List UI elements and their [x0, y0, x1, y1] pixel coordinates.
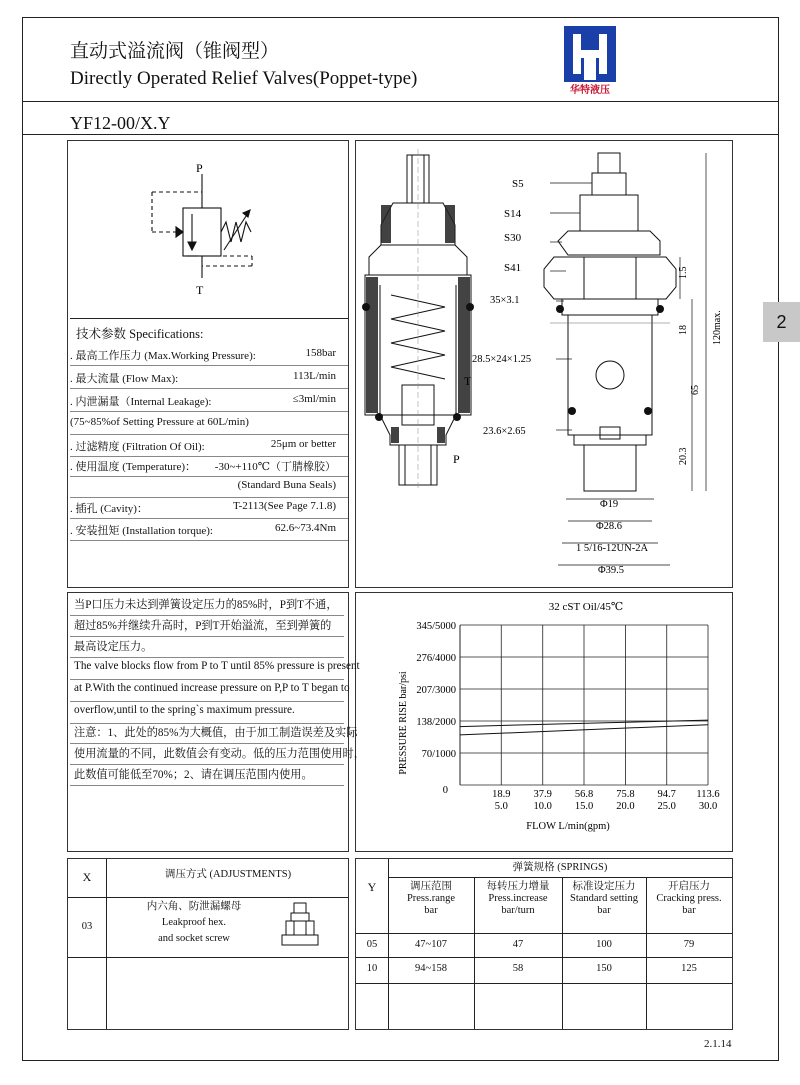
dim-18: 18	[678, 325, 689, 335]
spec-value: 113L/min	[293, 370, 336, 382]
valve-section-drawing	[355, 145, 480, 585]
dim-phi19: Φ19	[600, 499, 619, 510]
springs-heading: 弹簧规格 (SPRINGS)	[512, 862, 608, 873]
spring-cell: 94~158	[415, 963, 447, 974]
en_lines-line: The valve blocks flow from P to T until 85% pressure is present	[74, 660, 360, 672]
chart-x-tick-label-gpm: 5.0	[494, 801, 508, 812]
spring-cell: 58	[512, 963, 524, 974]
spec-value: 158bar	[305, 347, 336, 359]
spec-value: 25μm or better	[270, 438, 336, 450]
spec-row-divider	[70, 540, 348, 541]
chart-x-tick-label: 56.8	[574, 789, 594, 800]
dim-thread: 1 5/16-12UN-2A	[576, 543, 649, 554]
note_lines-line: 注意：1、此处的85%为大概值，由于加工制造误差及实际	[74, 727, 358, 739]
spring-col-header-line: 开启压力	[668, 881, 710, 892]
spring-col-header	[562, 881, 646, 917]
chart-x-tick-label-gpm: 30.0	[698, 801, 718, 812]
spring-row-code: 05	[366, 939, 378, 950]
dim-20-3: 20.3	[678, 447, 689, 465]
chart-x-tick-label: 113.6	[696, 789, 720, 800]
chart-y-tick-label: 70/1000	[421, 749, 456, 760]
section-port-p: P	[453, 452, 460, 466]
spec-row-divider	[70, 365, 348, 366]
adjust-heading: 调压方式 (ADJUSTMENTS)	[164, 869, 292, 880]
spring-cell: 125	[681, 963, 697, 974]
chart-x-tick-label: 94.7	[657, 789, 676, 800]
spring-row-code: 10	[366, 963, 378, 974]
spring-col-header	[474, 881, 562, 917]
chart-y-tick-label: 207/3000	[416, 685, 456, 696]
adjust-desc-line-3: and socket screw	[158, 933, 230, 945]
chart-y-tick-label: 0	[442, 785, 448, 796]
spring-cell: 79	[683, 939, 695, 950]
spring-col-header-line: bar/turn	[501, 905, 535, 917]
cn_lines-line: 超过85%并继续升高时，P到T开始溢流，至到弹簧的	[74, 620, 332, 632]
spring-col-header-line: Cracking press.	[656, 893, 722, 905]
pressure-flow-chart	[356, 593, 732, 851]
chart-y-tick-label: 276/4000	[416, 653, 456, 664]
note_lines-line: 使用流量的不同，此数值会有变动。低的压力范围使用时，	[74, 748, 365, 760]
spec-value: 62.6~73.4Nm	[275, 522, 336, 534]
spring-cell: 150	[596, 963, 612, 974]
dim-o-ring-35: 35×3.1	[490, 295, 520, 306]
dim-s41: S41	[504, 262, 522, 274]
symbol-port-t: T	[196, 283, 204, 297]
dim-backup-ring: 28.5×24×1.25	[472, 354, 532, 365]
chart-x-tick-label-gpm: 15.0	[574, 801, 594, 812]
dim-s14: S14	[504, 208, 522, 220]
spec-label: . 插孔 (Cavity)：	[70, 503, 148, 515]
title-english: Directly Operated Relief Valves(Poppet-type)	[70, 68, 418, 89]
spring-col-header-line: 每转压力增量	[486, 881, 550, 892]
spec-value: -30~+110℃（丁腈橡胶）	[214, 461, 336, 473]
chart-x-tick-label-gpm: 25.0	[657, 801, 676, 812]
specs-heading: 技术参数 Specifications:	[76, 327, 204, 341]
spec-label: . 安装扭矩 (Installation torque):	[70, 525, 213, 537]
dim-65: 65	[690, 385, 701, 395]
spring-col-header-line: 标准设定压力	[572, 881, 636, 892]
spring-col-header-line: Press.range	[406, 893, 456, 905]
model-divider	[22, 134, 779, 135]
chart-y-tick-label: 138/2000	[416, 717, 456, 728]
en_lines-line: at P.With the continued increase pressure on P,P to T began to	[74, 682, 350, 694]
dim-phi39-5: Φ39.5	[598, 565, 625, 576]
spec-row-divider	[70, 388, 348, 389]
logo-text: 华特液压	[570, 85, 610, 96]
dim-o-ring-236: 23.6×2.65	[483, 426, 526, 437]
chart-title: 32 cST Oil/45℃	[548, 601, 624, 613]
spring-col-header-line: 调压范围	[410, 881, 452, 892]
spring-col-header	[388, 881, 474, 917]
hydraulic-symbol	[140, 160, 270, 300]
socket-screw-icon	[280, 901, 320, 956]
adjust-desc-line-1: 内六角、防泄漏螺母	[146, 901, 242, 912]
spec-row-divider	[70, 476, 348, 477]
spec-label: . 使用温度 (Temperature)：	[70, 461, 196, 473]
springs-table	[355, 858, 733, 1030]
spec-label: . 最大流量 (Flow Max):	[70, 373, 179, 385]
title-chinese: 直动式溢流阀（锥阀型）	[70, 41, 280, 62]
chart-y-tick-label: 345/5000	[416, 621, 456, 632]
symbol-port-p: P	[196, 161, 203, 175]
dim-120max: 120max.	[712, 310, 723, 345]
spec-row-divider	[70, 518, 348, 519]
dim-1-5: 1.5	[678, 266, 689, 279]
spec-label: . 内泄漏量（Internal Leakage):	[70, 396, 212, 408]
dimension-drawing	[472, 145, 732, 585]
dim-s5: S5	[512, 178, 524, 190]
cn_lines-line: 最高设定压力。	[74, 641, 153, 653]
chart-x-tick-label: 75.8	[616, 789, 635, 800]
dim-phi28-6: Φ28.6	[596, 521, 623, 532]
springs-y-header: Y	[367, 880, 377, 894]
adjust-code: 03	[81, 921, 93, 932]
spec-row-divider	[70, 411, 348, 412]
cn_lines-line: 当P口压力未达到弹簧设定压力的85%时，P到T不通，	[74, 599, 338, 611]
description-block	[70, 594, 365, 844]
spec-row-divider	[70, 497, 348, 498]
chart-x-tick-label-gpm: 20.0	[616, 801, 635, 812]
spring-cell: 47	[512, 939, 524, 950]
chart-x-axis-label: FLOW L/min(gpm)	[526, 821, 610, 832]
spring-col-header	[646, 881, 732, 917]
dim-s30: S30	[504, 232, 522, 244]
spring-col-header-line: Standard setting	[570, 893, 638, 905]
page-number: 2.1.14	[704, 1038, 732, 1050]
spring-col-header-line: bar	[682, 905, 696, 917]
chart-x-tick-label-gpm: 10.0	[533, 801, 552, 812]
header-divider	[22, 101, 779, 102]
section-port-t: T	[464, 374, 472, 388]
spring-col-header-line: bar	[424, 905, 438, 917]
spring-col-header-line: bar	[597, 905, 611, 917]
spec-label: . 最高工作压力 (Max.Working Pressure):	[70, 350, 256, 362]
spec-value: (Standard Buna Seals)	[237, 479, 336, 491]
en_lines-line: overflow,until to the spring`s maximum pressure.	[74, 704, 295, 716]
spec-row-divider	[70, 456, 348, 457]
adjust-x-header: X	[82, 870, 92, 884]
spec-label: (75~85%of Setting Pressure at 60L/min)	[70, 416, 249, 428]
note_lines-line: 此数值可能低至70%；2、请在调压范围内使用。	[74, 769, 313, 781]
spec-value: ≤3ml/min	[292, 393, 336, 405]
adjust-desc-line-2: Leakproof hex.	[161, 917, 227, 929]
spring-cell: 47~107	[415, 939, 447, 950]
company-logo	[560, 24, 620, 96]
chart-y-axis-label: PRESSURE RISE bar/psi	[398, 671, 409, 775]
chart-x-tick-label: 18.9	[492, 789, 511, 800]
model-number: YF12-00/X.Y	[70, 113, 171, 133]
spec-row-divider	[70, 434, 348, 435]
spec-value: T-2113(See Page 7.1.8)	[232, 500, 336, 512]
chart-x-tick-label: 37.9	[533, 789, 552, 800]
adjustments-table	[67, 858, 349, 1030]
specifications-block	[70, 312, 348, 582]
spring-cell: 100	[596, 939, 612, 950]
spec-label: . 过滤精度 (Filtration Of Oil):	[70, 441, 205, 453]
spring-col-header-line: Press.increase	[488, 893, 548, 905]
section-tab[interactable]: 2	[763, 302, 800, 342]
